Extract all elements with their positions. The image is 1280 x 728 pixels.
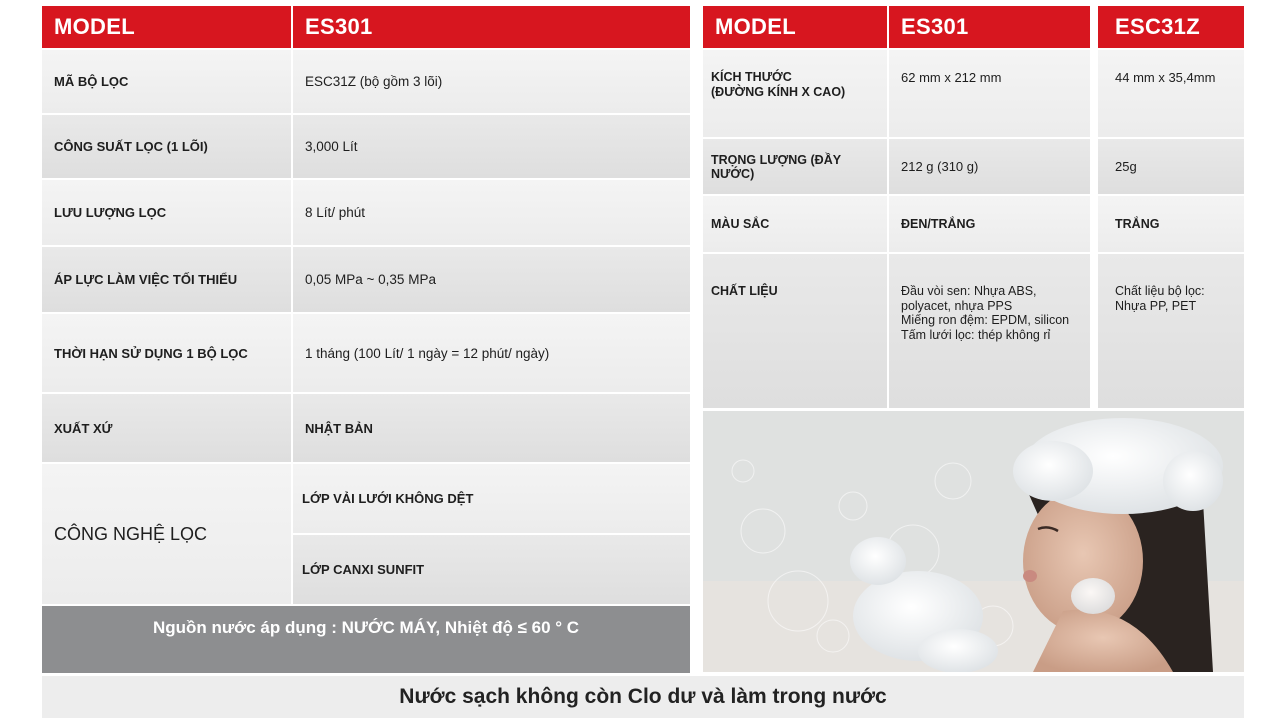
- spec-value-filter-code: ESC31Z (bộ gồm 3 lõi): [293, 50, 690, 113]
- spec-label-technology: CÔNG NGHỆ LỌC: [42, 464, 291, 604]
- spec-value-pressure: 0,05 MPa ~ 0,35 MPa: [293, 247, 690, 312]
- right-header-es301: ES301: [889, 6, 1090, 48]
- spec-esc31z-dimensions: 44 mm x 35,4mm: [1098, 50, 1244, 137]
- spec-label-capacity: CÔNG SUẤT LỌC (1 LÕI): [42, 115, 291, 178]
- spec-label-flow-rate: LƯU LƯỢNG LỌC: [42, 180, 291, 245]
- child-bubbles-illustration: [703, 411, 1244, 672]
- spec-value-capacity: 3,000 Lít: [293, 115, 690, 178]
- spec-value-lifetime: 1 tháng (100 Lít/ 1 ngày = 12 phút/ ngày): [293, 314, 690, 392]
- spec-label-color: MÀU SẮC: [703, 196, 887, 252]
- spec-label-weight: TRỌNG LƯỢNG (ĐẦY NƯỚC): [703, 139, 887, 194]
- spec-es301-color: ĐEN/TRẮNG: [889, 196, 1090, 252]
- spec-esc31z-color: TRẮNG: [1098, 196, 1244, 252]
- spec-value-technology-2: LỚP CANXI SUNFIT: [293, 535, 690, 604]
- spec-label-pressure: ÁP LỰC LÀM VIỆC TỐI THIỂU: [42, 247, 291, 312]
- spec-label-lifetime: THỜI HẠN SỬ DỤNG 1 BỘ LỌC: [42, 314, 291, 392]
- left-header-model: MODEL: [42, 6, 291, 48]
- right-header-esc31z: ESC31Z: [1098, 6, 1244, 48]
- spec-es301-material: Đầu vòi sen: Nhựa ABS, polyacet, nhựa PPS Miếng ron đệm: EPDM, silicon Tấm lưới lọc: thép không rỉ: [889, 254, 1090, 408]
- spec-value-flow-rate: 8 Lít/ phút: [293, 180, 690, 245]
- spec-es301-dimensions: 62 mm x 212 mm: [889, 50, 1090, 137]
- spec-value-origin: NHẬT BẢN: [293, 394, 690, 462]
- spec-esc31z-material: Chất liệu bộ lọc: Nhựa PP, PET: [1098, 254, 1244, 408]
- spec-label-filter-code: MÃ BỘ LỌC: [42, 50, 291, 113]
- spec-esc31z-weight: 25g: [1098, 139, 1244, 194]
- footer-tagline: Nước sạch không còn Clo dư và làm trong nước: [42, 676, 1244, 718]
- spec-label-dimensions: KÍCH THƯỚC (ĐƯỜNG KÍNH X CAO): [703, 50, 887, 137]
- spec-value-technology-1: LỚP VẢI LƯỚI KHÔNG DỆT: [293, 464, 690, 533]
- spec-es301-weight: 212 g (310 g): [889, 139, 1090, 194]
- bath-photo: [703, 411, 1244, 672]
- left-header-es301: ES301: [293, 6, 690, 48]
- spec-label-material: CHẤT LIỆU: [703, 254, 887, 408]
- spec-label-origin: XUẤT XỨ: [42, 394, 291, 462]
- water-source-note: Nguồn nước áp dụng : NƯỚC MÁY, Nhiệt độ ≤ 60 ° C: [42, 606, 690, 673]
- right-header-model: MODEL: [703, 6, 887, 48]
